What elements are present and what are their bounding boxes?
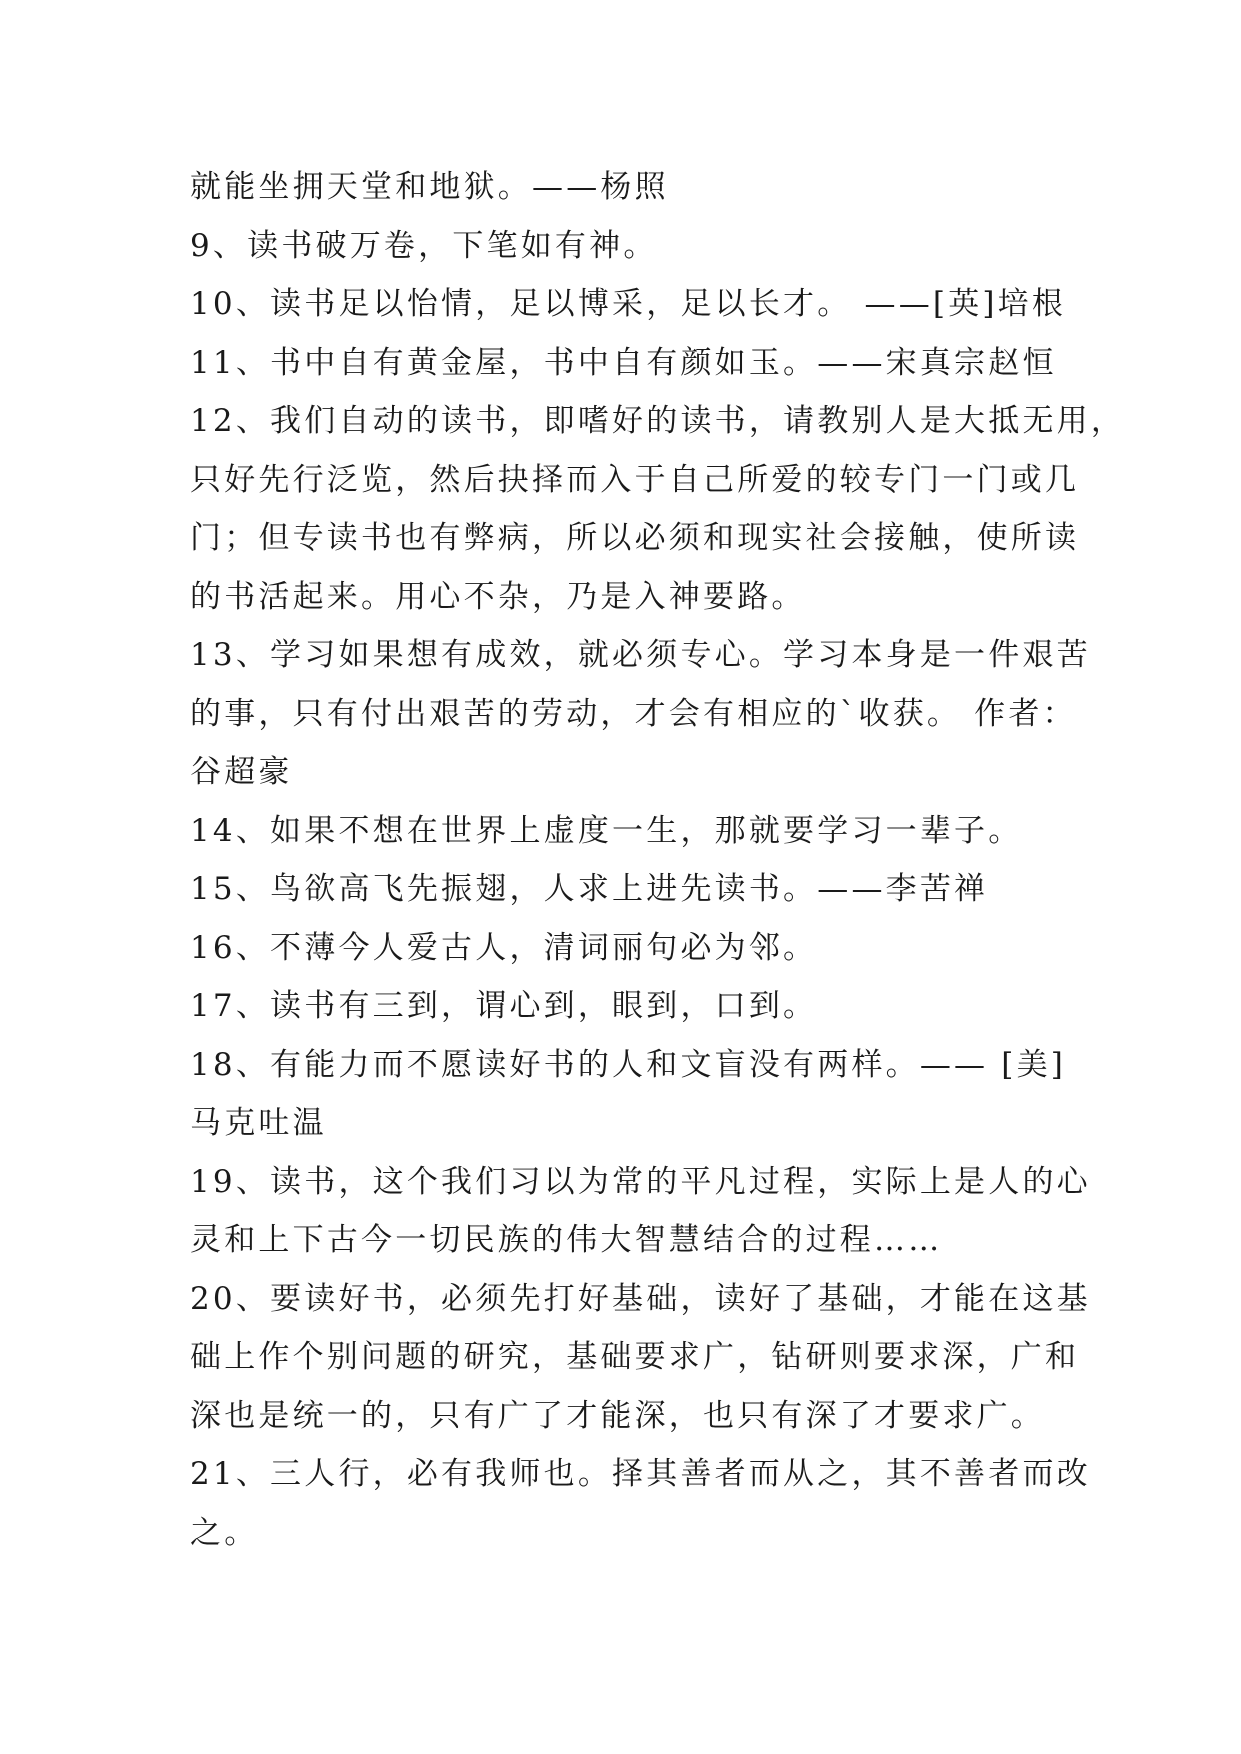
text-line: 之。 xyxy=(190,1514,259,1551)
text-line: 9、读书破万卷，下笔如有神。 xyxy=(190,227,658,264)
text-line: 15、鸟欲高飞先振翅，人求上进先读书。——李苦禅 xyxy=(190,871,989,907)
text-line: 13、学习如果想有成效，就必须专心。学习本身是一件艰苦 xyxy=(190,637,1091,673)
text-line: 21、三人行，必有我师也。择其善者而从之，其不善者而改 xyxy=(190,1456,1091,1492)
text-line: 10、读书足以怡情，足以博采，足以长才。 ——[英]培根 xyxy=(190,286,1067,322)
body-text xyxy=(190,158,1126,1562)
text-line: 18、有能力而不愿读好书的人和文盲没有两样。—— [美] xyxy=(190,1046,1067,1083)
text-line: 19、读书，这个我们习以为常的平凡过程，实际上是人的心 xyxy=(190,1163,1091,1200)
text-line: 的事，只有付出艰苦的劳动，才会有相应的`收获。 作者： xyxy=(190,695,1077,732)
text-line: 的书活起来。用心不杂，乃是入神要路。 xyxy=(190,578,806,615)
text-line: 17、读书有三到，谓心到，眼到，口到。 xyxy=(190,988,818,1024)
text-line: 14、如果不想在世界上虚度一生，那就要学习一辈子。 xyxy=(190,812,1023,849)
text-line: 11、书中自有黄金屋，书中自有颜如玉。——宋真宗赵恒 xyxy=(190,344,1057,381)
text-line: 门；但专读书也有弊病，所以必须和现实社会接触，使所读 xyxy=(190,520,1080,556)
text-line: 16、不薄今人爱古人，清词丽句必为邻。 xyxy=(190,929,818,966)
text-line: 12、我们自动的读书，即嗜好的读书，请教别人是大抵无用， xyxy=(190,403,1126,439)
text-line: 只好先行泛览，然后抉择而入于自己所爱的较专门一门或几 xyxy=(190,461,1080,498)
text-line: 20、要读好书，必须先打好基础，读好了基础，才能在这基 xyxy=(190,1280,1091,1317)
text-line: 础上作个别问题的研究，基础要求广，钻研则要求深，广和 xyxy=(190,1339,1080,1375)
text-line: 灵和上下古今一切民族的伟大智慧结合的过程…… xyxy=(190,1222,943,1258)
text-line: 谷超豪 xyxy=(190,754,293,790)
text-line: 就能坐拥天堂和地狱。——杨照 xyxy=(190,169,669,205)
text-line: 马克吐温 xyxy=(190,1105,327,1141)
text-line: 深也是统一的，只有广了才能深，也只有深了才要求广。 xyxy=(190,1397,1045,1434)
